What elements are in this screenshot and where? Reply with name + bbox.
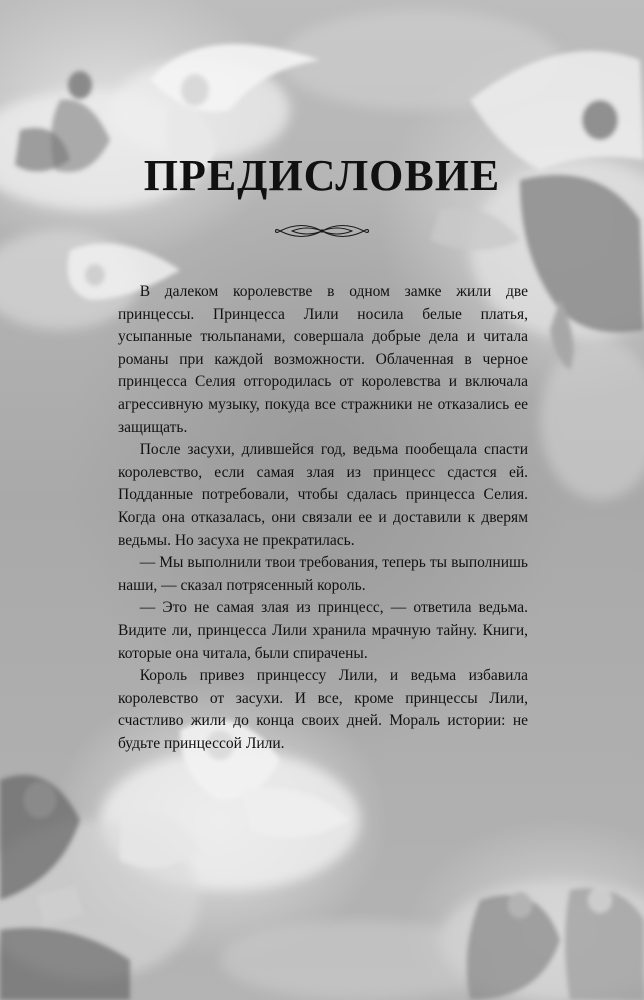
page-title: ПРЕДИСЛОВИЕ [143,151,501,200]
paragraph: Король привез принцессу Лили, и ведьма избавила королевство от засухи. И все, кроме принцессы Лили, счастливо жили до конца своих дней. Мораль истории: не будьте принцессой Лили. [118,667,528,752]
preface-text [118,281,528,755]
paragraph: В далеком королевстве в одном замке жили две принцессы. Принцесса Лили носила белые платья, усыпанные тюльпанами, совершала добрые дела и читала романы при каждой возможности. Облаченная в черное принцесса Селия отгородилась от королевства и включала агрессивную музыку, покуда все стражники не отказались ее защищать. [118,283,528,436]
paragraph: — Мы выполнили твои требования, теперь ты выполнишь наши, — сказал потрясенный король. [118,554,528,594]
paragraph: После засухи, длившейся год, ведьма пообещала спасти королевство, если самая злая из принцесс сдастся ей. Подданные потребовали, чтобы сдалась принцесса Селия. Когда она отказалась, они связали ее и доставили к дверям ведьмы. Но засуха не прекратилась. [118,441,528,549]
paragraph: — Это не самая злая из принцесс, — ответила ведьма. Видите ли, принцесса Лили хранила мрачную тайну. Книги, которые она читала, были спирачены. [118,599,528,662]
flourish-divider-icon [272,218,372,244]
